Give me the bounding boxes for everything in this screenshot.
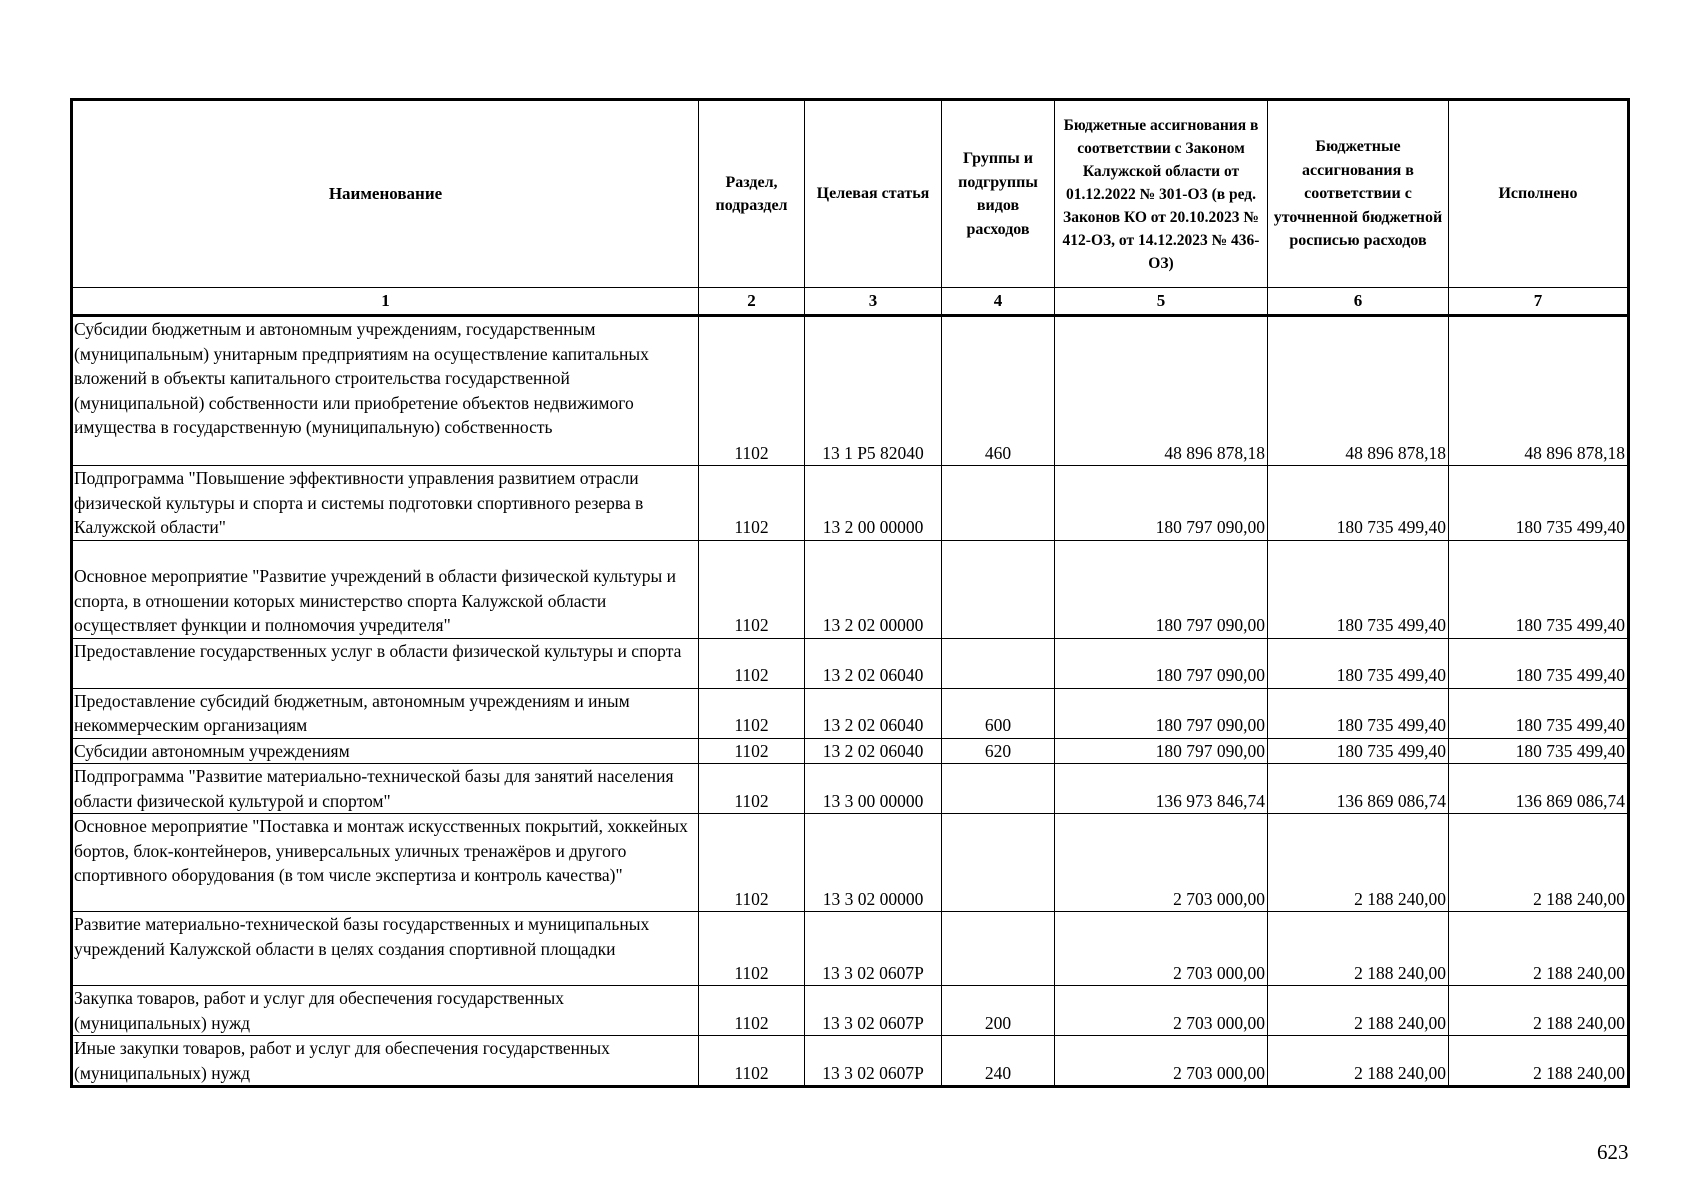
row-name: Основное мероприятие "Поставка и монтаж искусственных покрытий, хоккейных бортов, блок-контейнеров, универсальных уличных тренажёров и другого спортивного оборудования (в том числе экспертиза и контроль качества)" (72, 814, 699, 912)
row-law-amount: 180 797 090,00 (1055, 638, 1268, 688)
row-section: 1102 (699, 814, 805, 912)
row-target: 13 2 02 06040 (805, 688, 942, 738)
row-group (942, 764, 1055, 814)
row-name: Субсидии автономным учреждениям (72, 738, 699, 764)
row-refined-amount: 180 735 499,40 (1268, 688, 1449, 738)
row-target: 13 2 00 00000 (805, 466, 942, 541)
row-executed-amount: 136 869 086,74 (1449, 764, 1629, 814)
row-group: 240 (942, 1036, 1055, 1087)
row-refined-amount: 180 735 499,40 (1268, 638, 1449, 688)
row-name: Закупка товаров, работ и услуг для обеспечения государственных (муниципальных) нужд (72, 986, 699, 1036)
row-group (942, 912, 1055, 986)
column-number: 2 (699, 288, 805, 316)
row-law-amount: 180 797 090,00 (1055, 466, 1268, 541)
page-number: 623 (1597, 1140, 1629, 1164)
column-number: 4 (942, 288, 1055, 316)
header-groups: Группы и подгруппы видов расходов (942, 100, 1055, 288)
header-target: Целевая статья (805, 100, 942, 288)
row-target: 13 3 02 0607P (805, 986, 942, 1036)
row-executed-amount: 2 188 240,00 (1449, 986, 1629, 1036)
row-name: Подпрограмма "Повышение эффективности управления развитием отрасли физической культуры и спорта и системы подготовки спортивного резерва в Калужской области" (72, 466, 699, 541)
row-executed-amount: 2 188 240,00 (1449, 814, 1629, 912)
row-target: 13 3 02 00000 (805, 814, 942, 912)
row-group (942, 540, 1055, 638)
row-law-amount: 2 703 000,00 (1055, 986, 1268, 1036)
row-executed-amount: 180 735 499,40 (1449, 540, 1629, 638)
row-refined-amount: 2 188 240,00 (1268, 1036, 1449, 1087)
column-number: 1 (72, 288, 699, 316)
row-law-amount: 48 896 878,18 (1055, 316, 1268, 466)
header-section: Раздел, подраздел (699, 100, 805, 288)
budget-table (70, 98, 1630, 1088)
row-section: 1102 (699, 986, 805, 1036)
table-row (72, 316, 1629, 466)
row-group: 620 (942, 738, 1055, 764)
table-row (72, 764, 1629, 814)
row-section: 1102 (699, 764, 805, 814)
row-refined-amount: 2 188 240,00 (1268, 814, 1449, 912)
header-refined-budget: Бюджетные ассигнования в соответствии с уточненной бюджетной росписью расходов (1268, 100, 1449, 288)
column-number: 5 (1055, 288, 1268, 316)
row-section: 1102 (699, 466, 805, 541)
table-row (72, 814, 1629, 912)
row-name: Субсидии бюджетным и автономным учреждениям, государственным (муниципальным) унитарным предприятиям на осуществление капитальных вложений в объекты капитального строительства государственной (муниципальной) собственности или приобретение объектов недвижимого имущества в государственную (муниципальную) собственность (72, 316, 699, 466)
row-executed-amount: 180 735 499,40 (1449, 638, 1629, 688)
header-row (72, 100, 1629, 288)
row-name: Иные закупки товаров, работ и услуг для обеспечения государственных (муниципальных) нужд (72, 1036, 699, 1087)
row-group (942, 814, 1055, 912)
row-name: Основное мероприятие "Развитие учреждений в области физической культуры и спорта, в отношении которых министерство спорта Калужской области осуществляет функции и полномочия учредителя" (72, 540, 699, 638)
row-section: 1102 (699, 738, 805, 764)
row-group: 600 (942, 688, 1055, 738)
row-refined-amount: 2 188 240,00 (1268, 912, 1449, 986)
row-law-amount: 180 797 090,00 (1055, 738, 1268, 764)
header-executed: Исполнено (1449, 100, 1629, 288)
header-law-budget: Бюджетные ассигнования в соответствии с Законом Калужской области от 01.12.2022 № 301-ОЗ (в ред. Законов КО от 20.10.2023 № 412-ОЗ, от 14.12.2023 № 436-ОЗ) (1055, 100, 1268, 288)
row-section: 1102 (699, 912, 805, 986)
row-name: Предоставление государственных услуг в области физической культуры и спорта (72, 638, 699, 688)
row-target: 13 3 02 0607P (805, 912, 942, 986)
row-executed-amount: 180 735 499,40 (1449, 738, 1629, 764)
row-name: Подпрограмма "Развитие материально-технической базы для занятий населения области физической культурой и спортом" (72, 764, 699, 814)
row-refined-amount: 180 735 499,40 (1268, 466, 1449, 541)
table-row (72, 688, 1629, 738)
table-row (72, 986, 1629, 1036)
column-number: 7 (1449, 288, 1629, 316)
row-law-amount: 180 797 090,00 (1055, 540, 1268, 638)
row-law-amount: 180 797 090,00 (1055, 688, 1268, 738)
row-target: 13 2 02 06040 (805, 738, 942, 764)
table-row (72, 738, 1629, 764)
row-target: 13 3 02 0607P (805, 1036, 942, 1087)
table-row (72, 540, 1629, 638)
table-row (72, 466, 1629, 541)
row-executed-amount: 180 735 499,40 (1449, 466, 1629, 541)
row-name: Предоставление субсидий бюджетным, автономным учреждениям и иным некоммерческим организациям (72, 688, 699, 738)
row-target: 13 3 00 00000 (805, 764, 942, 814)
header-name: Наименование (72, 100, 699, 288)
row-section: 1102 (699, 688, 805, 738)
row-section: 1102 (699, 638, 805, 688)
row-law-amount: 2 703 000,00 (1055, 814, 1268, 912)
row-executed-amount: 48 896 878,18 (1449, 316, 1629, 466)
table-row (72, 1036, 1629, 1087)
row-law-amount: 2 703 000,00 (1055, 912, 1268, 986)
row-law-amount: 136 973 846,74 (1055, 764, 1268, 814)
column-number-row (72, 288, 1629, 316)
row-executed-amount: 2 188 240,00 (1449, 912, 1629, 986)
row-group (942, 466, 1055, 541)
row-refined-amount: 180 735 499,40 (1268, 540, 1449, 638)
column-number: 3 (805, 288, 942, 316)
row-group: 200 (942, 986, 1055, 1036)
row-refined-amount: 2 188 240,00 (1268, 986, 1449, 1036)
row-section: 1102 (699, 1036, 805, 1087)
row-section: 1102 (699, 540, 805, 638)
table-row (72, 912, 1629, 986)
row-section: 1102 (699, 316, 805, 466)
row-target: 13 1 P5 82040 (805, 316, 942, 466)
row-refined-amount: 48 896 878,18 (1268, 316, 1449, 466)
row-law-amount: 2 703 000,00 (1055, 1036, 1268, 1087)
table-row (72, 638, 1629, 688)
row-name: Развитие материально-технической базы государственных и муниципальных учреждений Калужской области в целях создания спортивной площадки (72, 912, 699, 986)
row-target: 13 2 02 06040 (805, 638, 942, 688)
row-refined-amount: 136 869 086,74 (1268, 764, 1449, 814)
row-group (942, 638, 1055, 688)
row-target: 13 2 02 00000 (805, 540, 942, 638)
row-executed-amount: 2 188 240,00 (1449, 1036, 1629, 1087)
row-executed-amount: 180 735 499,40 (1449, 688, 1629, 738)
column-number: 6 (1268, 288, 1449, 316)
row-refined-amount: 180 735 499,40 (1268, 738, 1449, 764)
row-group: 460 (942, 316, 1055, 466)
